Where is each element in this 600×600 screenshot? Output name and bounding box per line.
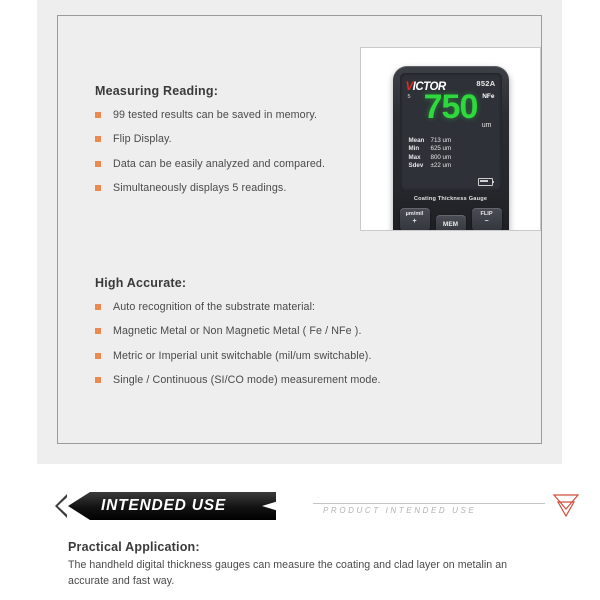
list-item-label: Magnetic Metal or Non Magnetic Metal ( Fe / NFe ). [113,325,362,338]
feature-title-high-accurate: High Accurate: [95,276,187,290]
stat-label: Min [408,145,420,153]
list-item [95,325,395,338]
list-item-label: 99 tested results can be saved in memory. [113,109,318,121]
flip-button-sublabel: − [484,218,489,225]
list-item [95,374,395,387]
square-bullet-icon [95,161,101,167]
square-bullet-icon [95,353,101,359]
statistics-readout [409,137,452,171]
thickness-gauge-device [393,66,509,231]
practical-application-title: Practical Application: [68,540,200,554]
square-bullet-icon [95,185,101,191]
list-item-label: Flip Display. [113,133,172,146]
banner-rule-right [529,503,545,504]
main-reading-value: 750 [423,88,478,126]
reading-count-indicator: 5 [407,94,411,100]
victor-logo-rest: ICTOR [412,81,446,93]
main-reading-unit: um [481,122,492,129]
flip-button[interactable] [472,208,502,231]
stat-row-sdev [409,162,452,170]
stat-label: Mean [408,137,425,144]
feature-block-high-accurate [95,276,395,399]
device-screen-bezel [400,73,502,191]
list-item [95,109,365,122]
memory-button[interactable] [436,215,466,231]
stat-value: 713 um [430,137,452,144]
victor-logo-v: V [405,81,413,93]
double-triangle-icon [547,490,585,520]
stat-value: ±22 um [430,162,452,170]
stat-value: 800 um [430,153,452,161]
list-item [95,133,365,146]
square-bullet-icon [95,112,101,118]
stat-value: 625 um [430,145,452,153]
feature-block-measuring [95,84,365,207]
square-bullet-icon [95,304,101,310]
device-caption: Coating Thickness Gauge [413,196,488,202]
list-item-label: Data can be easily analyzed and compared. [113,157,326,170]
section-banner-subtitle: PRODUCT INTENDED USE [323,506,477,515]
banner-rule-left [313,503,538,504]
substrate-mode-indicator: NFe [482,93,495,100]
stat-row-min [409,145,452,153]
list-item [95,301,395,314]
unit-switch-label: µm/mil [405,211,424,217]
list-item-label: Single / Continuous (SI/CO mode) measurement mode. [113,374,381,387]
stat-label: Sdev [408,162,424,170]
list-item [95,182,365,195]
lcd-display [406,88,496,187]
square-bullet-icon [95,136,101,142]
feature-title-measuring: Measuring Reading: [95,84,219,98]
flip-button-label: FLIP [480,211,493,217]
unit-switch-button[interactable] [400,208,430,231]
unit-switch-sublabel: + [412,218,417,225]
battery-icon [478,178,493,186]
practical-application-block [68,540,548,590]
list-item-label: Simultaneously displays 5 readings. [113,182,287,195]
square-bullet-icon [95,377,101,383]
list-item-label: Metric or Imperial unit switchable (mil/um switchable). [113,349,372,362]
device-model-number: 852A [476,79,496,88]
feature-list-measuring [95,109,365,196]
section-banner-title: INTENDED USE [101,497,227,514]
chevron-left-icon [55,494,67,518]
list-item-label: Auto recognition of the substrate material: [113,301,316,313]
square-bullet-icon [95,328,101,334]
practical-application-body: The handheld digital thickness gauges can measure the coating and clad layer on metalin an accurate and fast way. [68,559,508,587]
stat-row-max [409,154,452,162]
list-item [95,350,395,363]
stat-label: Max [408,153,421,161]
stat-row-mean [409,137,452,145]
memory-button-label: MEM [442,221,459,228]
section-banner [55,492,545,520]
list-item [95,158,365,171]
feature-list-high-accurate [95,301,395,388]
product-photo-card [360,47,541,231]
